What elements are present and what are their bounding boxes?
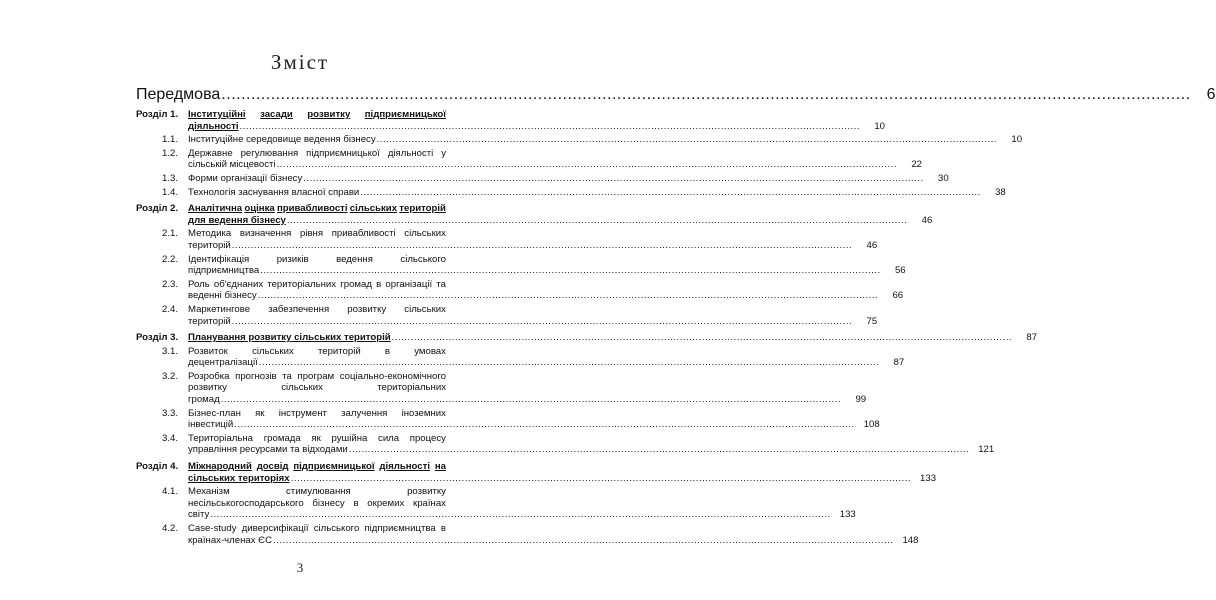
entry-title: [188, 109, 885, 132]
toc-subsection-entry[interactable]: [136, 407, 880, 431]
entry-title: [188, 203, 932, 226]
entry-title-word: підприємницької: [306, 147, 380, 159]
toc-page-number: 10: [874, 120, 886, 132]
entry-title: [188, 148, 922, 171]
toc-page-number: 121: [978, 444, 995, 456]
subsection-number: 1.1.: [161, 134, 178, 146]
entry-title-word: інструмент: [278, 407, 327, 419]
leader-dots: [392, 332, 1012, 344]
entry-title-line: [188, 215, 932, 227]
entry-title-word: Бізнес-план: [188, 407, 241, 419]
entry-title-text: Планування розвитку сільських територій: [188, 332, 391, 344]
entry-title-word: засади: [260, 109, 293, 120]
toc-page-number: 99: [855, 394, 867, 406]
toc-subsection-entry[interactable]: [136, 303, 878, 327]
entry-title-word: як: [311, 432, 321, 444]
toc-subsection-entry[interactable]: [136, 147, 923, 171]
entry-title-text: громад: [188, 394, 220, 406]
subsection-number: 1.4.: [161, 186, 178, 198]
leader-dots: [287, 215, 907, 227]
entry-title-word: сільських: [281, 382, 323, 394]
entry-title-line: [188, 159, 922, 171]
entry-title-line: [188, 486, 446, 498]
entry-title-word: територій: [399, 203, 446, 215]
entry-title: [188, 304, 877, 327]
entry-title-line: [188, 290, 903, 302]
toc-subsection-entry[interactable]: [136, 370, 867, 406]
entry-title-word: в: [440, 523, 446, 534]
leader-dots: [259, 357, 879, 369]
entry-title-line: [188, 433, 446, 445]
entry-title-text: децентралізації: [188, 357, 258, 369]
entry-title-word: привабливості: [331, 228, 396, 240]
entry-title-line: [188, 228, 446, 240]
entry-title-line: [188, 461, 446, 473]
entry-title-line: [188, 332, 1037, 344]
subsection-number: 2.3.: [161, 278, 178, 290]
entry-title-line: [188, 444, 994, 456]
toc-page-number: 133: [839, 509, 856, 521]
entry-title-word: сила: [378, 432, 400, 444]
entry-title-word: діяльності: [379, 461, 430, 473]
entry-title-word: Маркетингове: [188, 303, 251, 315]
entry-title-line: [188, 240, 877, 252]
entry-title-line: [188, 371, 446, 383]
entry-title-word: громад: [340, 278, 372, 290]
leader-dots: [232, 316, 852, 328]
entry-title-word: територіальних: [377, 382, 446, 394]
entry-title-line: [188, 419, 880, 431]
entry-title-word: бізнесу: [312, 497, 345, 509]
entry-title-word: Case-study: [188, 523, 237, 534]
leader-dots: [234, 419, 854, 431]
entry-title-line: [188, 408, 446, 420]
entry-title-line: [188, 473, 936, 485]
page-number: 3: [296, 560, 304, 575]
entry-title-word: підприємницької: [293, 461, 375, 473]
toc-page-number: 75: [866, 315, 878, 327]
page-title: Зміст: [270, 50, 330, 74]
entry-title-line: [188, 121, 885, 133]
section-number: Розділ 2.: [136, 203, 179, 215]
entry-title-word: прогнозів: [235, 370, 277, 382]
entry-title-word: Роль: [188, 278, 210, 290]
toc-section-entry[interactable]: [136, 332, 1038, 344]
entry-title: [188, 433, 994, 456]
entry-title-text: діяльності: [188, 120, 239, 132]
entry-title-word: сільських: [404, 228, 446, 240]
entry-title-line: [188, 134, 1022, 146]
entry-title-word: підприємницької: [364, 109, 446, 120]
subsection-number: 4.1.: [161, 486, 178, 498]
entry-title: [188, 461, 936, 484]
subsection-number: 2.4.: [161, 303, 178, 315]
entry-title-word: Територіальна: [188, 432, 254, 444]
table-of-contents: [136, 86, 1216, 546]
leader-dots: [303, 173, 923, 185]
entry-title-word: процесу: [409, 432, 446, 444]
entry-title-word: на: [434, 461, 446, 473]
entry-title: [188, 279, 903, 302]
entry-title-text: територій: [188, 239, 231, 251]
entry-title-text: країнах-членах ЄС: [188, 534, 273, 546]
entry-title: [188, 254, 906, 277]
entry-title-text: територій: [188, 315, 231, 327]
leader-dots: [232, 240, 852, 252]
entry-title-word: забезпечення: [268, 303, 330, 315]
toc-page-number: 87: [1026, 332, 1038, 344]
entry-title-word: сільського: [400, 253, 446, 265]
toc-subsection-entry[interactable]: [136, 432, 995, 456]
entry-title-word: Державне: [188, 147, 233, 159]
entry-title-word: у: [441, 147, 446, 159]
entry-title-text: Технологія заснування власної справи: [188, 186, 360, 198]
entry-title-word: залучення: [341, 407, 388, 419]
toc-page-number: 46: [921, 214, 933, 226]
entry-title-word: Механізм: [188, 486, 230, 498]
entry-title-line: [188, 148, 446, 160]
entry-title-line: [188, 203, 446, 215]
entry-title-text: підприємництва: [188, 265, 260, 277]
leader-dots: [360, 187, 980, 199]
leader-dots: [258, 290, 878, 302]
toc-entry-preface[interactable]: [136, 86, 1216, 104]
entry-title-line: [188, 279, 446, 291]
entry-title-word: диверсифікації: [241, 523, 309, 534]
entry-title: [188, 173, 949, 185]
entry-title-text: управління ресурсами та відходами: [188, 444, 348, 456]
entry-title-word: організації: [385, 278, 433, 290]
toc-subsection-entry[interactable]: [136, 486, 856, 521]
toc-page-number: 66: [892, 290, 904, 302]
entry-title-text: для ведення бізнесу: [188, 214, 286, 226]
entry-title-word: територіальних: [267, 278, 337, 290]
leader-dots: [277, 159, 897, 171]
toc-page-number: 22: [911, 159, 923, 171]
entry-title-line: [188, 304, 446, 316]
entry-title-word: програм: [297, 370, 335, 382]
entry-title-line: [188, 498, 446, 510]
entry-title-word: розвитку: [307, 109, 351, 120]
leader-dots: [240, 121, 860, 133]
entry-title: [188, 332, 1037, 344]
entry-title-word: в: [353, 497, 359, 509]
toc-subsection-entry[interactable]: [136, 186, 1006, 199]
entry-title-word: сільських: [252, 345, 294, 357]
entry-title-word: як: [255, 407, 265, 419]
leader-dots: [260, 265, 880, 277]
entry-title-word: привабливості: [276, 203, 348, 215]
entry-title-word: в: [384, 345, 391, 357]
toc-subsection-entry[interactable]: [136, 134, 1023, 146]
section-number: Розділ 1.: [136, 109, 179, 120]
toc-page-number: 46: [866, 239, 878, 251]
subsection-number: 3.3.: [161, 407, 178, 419]
subsection-number: 3.1.: [161, 345, 178, 357]
entry-title-word: Розвиток: [188, 345, 228, 357]
entry-title-word: іноземних: [401, 407, 446, 419]
entry-title-word: стимулювання: [286, 486, 351, 498]
entry-title-text: веденні бізнесу: [188, 290, 257, 302]
entry-title-text: Форми організації бізнесу: [188, 172, 303, 184]
subsection-number: 2.2.: [161, 253, 178, 265]
toc-page-number: 6: [1206, 86, 1216, 103]
entry-title-word: рівня: [299, 228, 324, 240]
entry-title-word: країнах: [413, 497, 446, 509]
toc-page-number: 10: [1011, 134, 1023, 146]
leader-dots: [377, 134, 997, 146]
toc-section-entry[interactable]: [136, 203, 933, 226]
entry-title: [188, 371, 866, 406]
entry-title: [188, 523, 918, 546]
entry-title: [188, 134, 1022, 146]
entry-title-line: [188, 382, 446, 394]
entry-title-line: [188, 535, 918, 547]
subsection-number: 1.2.: [161, 147, 178, 159]
toc-subsection-entry[interactable]: [136, 253, 906, 277]
leader-dots: [221, 394, 841, 406]
entry-title-word: та: [436, 278, 446, 290]
entry-title-word: Аналітична: [188, 203, 243, 215]
entry-title-line: [188, 509, 856, 521]
entry-title-line: [188, 316, 877, 328]
entry-title-word: об'єднаних: [213, 278, 264, 290]
entry-title-word: громада: [263, 432, 301, 444]
section-number: Розділ 3.: [136, 332, 179, 344]
toc-page-number: 30: [938, 172, 949, 184]
entry-title-word: Ідентифікація: [188, 253, 250, 265]
entry-title-word: Інституційні: [188, 109, 246, 120]
entry-title-line: [188, 265, 906, 277]
toc-preface-label: Передмова: [136, 86, 221, 103]
entry-title-word: розвитку: [407, 486, 446, 498]
entry-title-word: рушійна: [331, 432, 368, 444]
entry-title: [188, 408, 880, 431]
entry-title-line: [188, 254, 446, 266]
entry-title: [188, 486, 856, 521]
entry-title-line: [188, 394, 866, 406]
entry-title: [188, 228, 877, 251]
entry-title-text: Інституційне середовище ведення бізнесу: [188, 134, 376, 146]
subsection-number: 3.4.: [161, 432, 178, 444]
entry-title-word: Розробка: [188, 370, 230, 382]
entry-title-word: Методика: [188, 228, 232, 240]
entry-title-word: діяльності: [387, 147, 434, 159]
toc-subsection-entry[interactable]: [136, 345, 905, 369]
toc-page-number: 56: [894, 265, 906, 277]
entry-title-word: розвитку: [188, 382, 227, 394]
entry-title-word: несільськогосподарського: [188, 497, 304, 509]
entry-title-word: підприємництва: [364, 523, 436, 534]
entry-title-word: ризиків: [276, 253, 309, 265]
toc-section-entry[interactable]: [136, 109, 886, 132]
toc-page-number: 148: [902, 534, 919, 546]
entry-title-line: [188, 357, 904, 369]
entry-title-word: умовах: [414, 345, 446, 357]
entry-title-word: та: [282, 370, 292, 382]
entry-title-word: Міжнародний: [188, 461, 252, 473]
entry-title-word: регулювання: [240, 147, 299, 159]
toc-subsection-entry[interactable]: [136, 523, 919, 546]
toc-page-number: 38: [995, 186, 1006, 198]
leader-dots: [349, 444, 969, 456]
leader-dots: [291, 473, 911, 485]
entry-title-word: територій: [317, 345, 361, 357]
entry-title-line: [188, 523, 446, 535]
entry-title-text: сільських територіях: [188, 472, 290, 484]
toc-page-number: 133: [920, 472, 937, 484]
entry-title-word: в: [376, 278, 382, 290]
entry-title-text: сільській місцевості: [188, 159, 276, 171]
entry-title-word: оцінка: [244, 203, 275, 215]
toc-subsection-entry[interactable]: [136, 278, 904, 302]
entry-title: [188, 346, 904, 369]
toc-section-entry[interactable]: [136, 461, 937, 484]
entry-title-text: інвестицій: [188, 419, 234, 431]
subsection-number: 4.2.: [161, 523, 178, 534]
entry-title-line: [188, 187, 1006, 199]
leader-dots: [273, 535, 893, 547]
entry-title-word: визначення: [239, 228, 292, 240]
entry-title-word: сільського: [313, 523, 360, 534]
entry-title: [188, 187, 1006, 199]
section-number: Розділ 4.: [136, 461, 179, 473]
entry-title-text: світу: [188, 509, 210, 521]
toc-page-number: 87: [893, 357, 905, 369]
entry-title-word: соціально-економічного: [339, 370, 446, 382]
entry-title-word: сільських: [349, 203, 398, 215]
entry-title-word: ведення: [336, 253, 373, 265]
entry-title-word: розвитку: [347, 303, 387, 315]
leader-dots: [221, 86, 1190, 104]
entry-title-line: [188, 173, 949, 185]
entry-title-word: досвід: [256, 461, 289, 473]
entry-title-line: [188, 109, 446, 121]
toc-subsection-entry[interactable]: [136, 172, 949, 185]
leader-dots: [210, 509, 830, 521]
subsection-number: 1.3.: [161, 172, 178, 184]
toc-subsection-entry[interactable]: [136, 228, 878, 251]
subsection-number: 3.2.: [161, 370, 178, 382]
toc-page-number: 108: [863, 419, 880, 431]
subsection-number: 2.1.: [161, 228, 178, 240]
entry-title-word: окремих: [367, 497, 405, 509]
entry-title-line: [188, 346, 446, 358]
entry-title-word: сільських: [404, 303, 446, 315]
